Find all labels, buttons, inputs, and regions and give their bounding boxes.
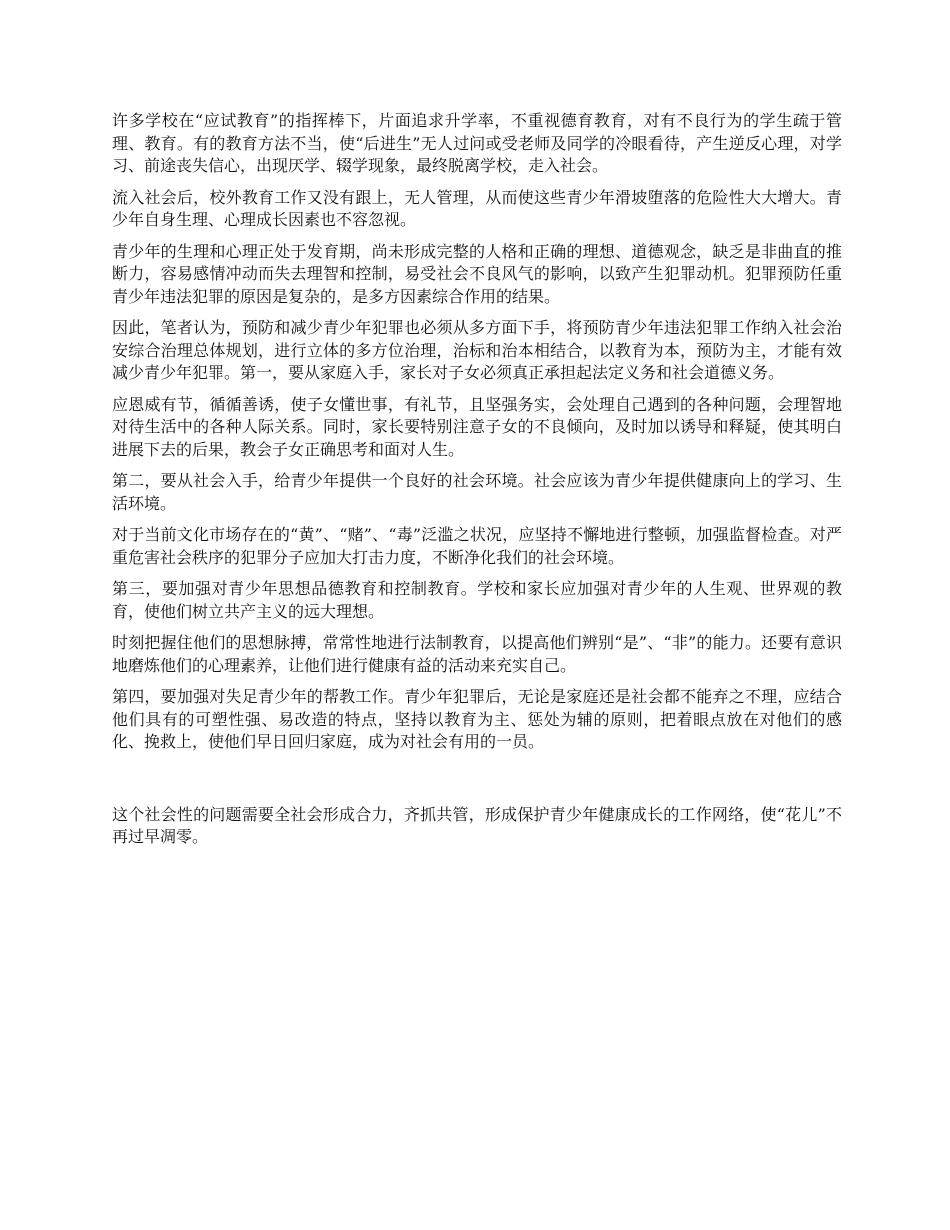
paragraph-2: 流入社会后，校外教育工作又没有跟上，无人管理，从而使这些青少年滑坡堕落的危险性大大增大。青少年自身生理、心理成长因素也不容忽视。 bbox=[112, 187, 842, 229]
paragraph-6: 第二，要从社会入手，给青少年提供一个良好的社会环境。社会应该为青少年提供健康向上的学习、生活环境。 bbox=[112, 471, 842, 513]
paragraph-8: 第三，要加强对青少年思想品德教育和控制教育。学校和家长应加强对青少年的人生观、世界观的教育，使他们树立共产主义的远大理想。 bbox=[112, 579, 842, 621]
document-body bbox=[112, 110, 842, 858]
paragraph-10: 第四，要加强对失足青少年的帮教工作。青少年犯罪后，无论是家庭还是社会都不能弃之不理，应结合他们具有的可塑性强、易改造的特点，坚持以教育为主、惩处为辅的原则，把着眼点放在对他们的感化、挽救上，使他们早日回归家庭，成为对社会有用的一员。 bbox=[112, 687, 842, 751]
paragraph-3: 青少年的生理和心理正处于发育期，尚未形成完整的人格和正确的理想、道德观念，缺乏是非曲直的推断力，容易感情冲动而失去理智和控制，易受社会不良风气的影响，以致产生犯罪动机。犯罪预防任重青少年违法犯罪的原因是复杂的，是多方因素综合作用的结果。 bbox=[112, 241, 842, 306]
paragraph-5: 应恩威有节，循循善诱，使子女懂世事，有礼节，且坚强务实，会处理自己遇到的各种问题，会理智地对待生活中的各种人际关系。同时，家长要特别注意子女的不良倾向，及时加以诱导和释疑，使其明白进展下去的后果，教会子女正确思考和面对人生。 bbox=[112, 394, 842, 459]
paragraph-7: 对于当前文化市场存在的“黄”、“赌”、“毒”泛滥之状况，应坚持不懈地进行整顿，加强监督检查。对严重危害社会秩序的犯罪分子应加大打击力度，不断净化我们的社会环境。 bbox=[112, 525, 842, 567]
paragraph-4: 因此，笔者认为，预防和减少青少年犯罪也必须从多方面下手，将预防青少年违法犯罪工作纳入社会治安综合治理总体规划，进行立体的多方位治理，治标和治本相结合，以教育为本，预防为主，才能有效减少青少年犯罪。第一，要从家庭入手，家长对子女必须真正承担起法定义务和社会道德义务。 bbox=[112, 318, 842, 382]
paragraph-9: 时刻把握住他们的思想脉搏，常常性地进行法制教育，以提高他们辨别“是”、“非”的能力。还要有意识地磨炼他们的心理素养，让他们进行健康有益的活动来充实自己。 bbox=[112, 633, 842, 675]
paragraph-11: 这个社会性的问题需要全社会形成合力，齐抓共管，形成保护青少年健康成长的工作网络，使“花儿”不再过早凋零。 bbox=[112, 804, 842, 846]
paragraph-1: 许多学校在“应试教育”的指挥棒下，片面追求升学率，不重视德育教育，对有不良行为的学生疏于管理、教育。有的教育方法不当，使“后进生”无人过问或受老师及同学的冷眼看待，产生逆反心理，对学习、前途丧失信心，出现厌学、辍学现象，最终脱离学校，走入社会。 bbox=[112, 111, 842, 175]
